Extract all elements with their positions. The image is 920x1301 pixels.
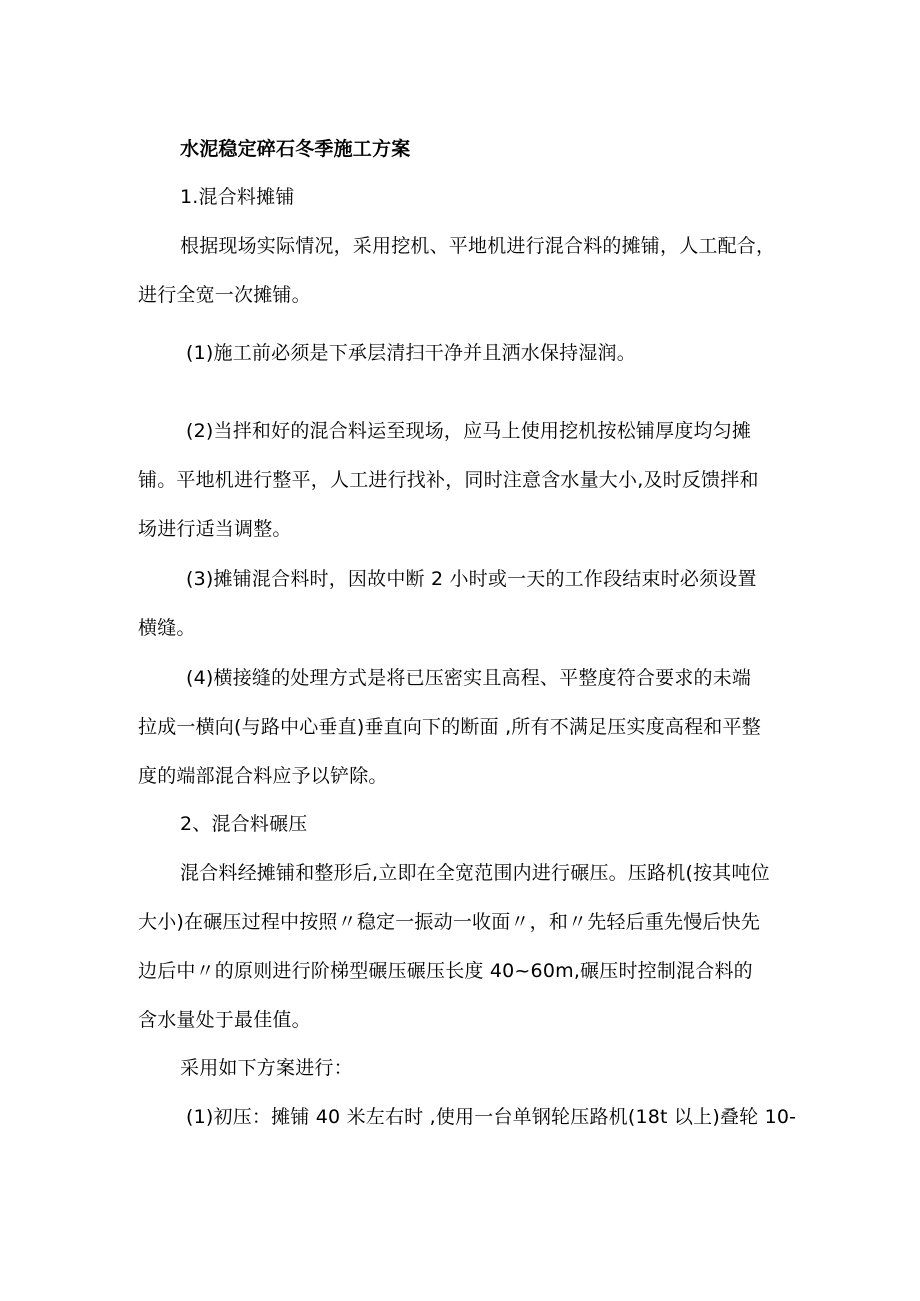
item4-line3: 度的端部混合料应予以铲除。: [138, 765, 388, 787]
para2-line4: 含水量处于最佳值。: [138, 1009, 311, 1031]
item3-line1: (3)摊铺混合料时，因故中断 2 小时或一天的工作段结束时必须设置: [186, 568, 757, 590]
item2-line2: 铺。平地机进行整平，人工进行找补，同时注意含水量大小,及时反馈拌和: [138, 469, 759, 491]
para2-line2: 大小)在碾压过程中按照〃稳定一振动一收面〃，和〃先轻后重先慢后快先: [138, 911, 761, 933]
item4-line2: 拉成一横向(与路中心垂直)垂直向下的断面 ,所有不满足压实度高程和平整: [138, 716, 761, 738]
item2-line1: (2)当拌和好的混合料运至现场，应马上使用挖机按松铺厚度均匀摊: [186, 420, 752, 442]
document-title: 水泥稳定碎石冬季施工方案: [180, 138, 411, 160]
item2-line3: 场进行适当调整。: [138, 518, 292, 540]
para2-line1: 混合料经摊铺和整形后,立即在全宽范围内进行碾压。压路机(按其吨位: [180, 862, 770, 884]
section2-heading: 2、混合料碾压: [180, 813, 308, 835]
item3-line2: 横缝。: [138, 617, 196, 639]
para3-line1: 采用如下方案进行：: [180, 1057, 353, 1079]
para1-line1: 根据现场实际情况，采用挖机、平地机进行混合料的摊铺，人工配合，: [180, 235, 776, 257]
item5-line1: (1)初压：摊铺 40 米左右时 ,使用一台单钢轮压路机(18t 以上)叠轮 10-: [186, 1106, 797, 1128]
item4-line1: (4)横接缝的处理方式是将已压密实且高程、平整度符合要求的未端: [186, 667, 752, 689]
para2-line3: 边后中〃的原则进行阶梯型碾压碾压长度 40~60m,碾压时控制混合料的: [138, 960, 753, 982]
item1-line1: (1)施工前必须是下承层清扫干净并且洒水保持湿润。: [186, 342, 636, 364]
para1-line2: 进行全宽一次摊铺。: [138, 284, 311, 306]
section1-heading: 1.混合料摊铺: [180, 186, 295, 208]
